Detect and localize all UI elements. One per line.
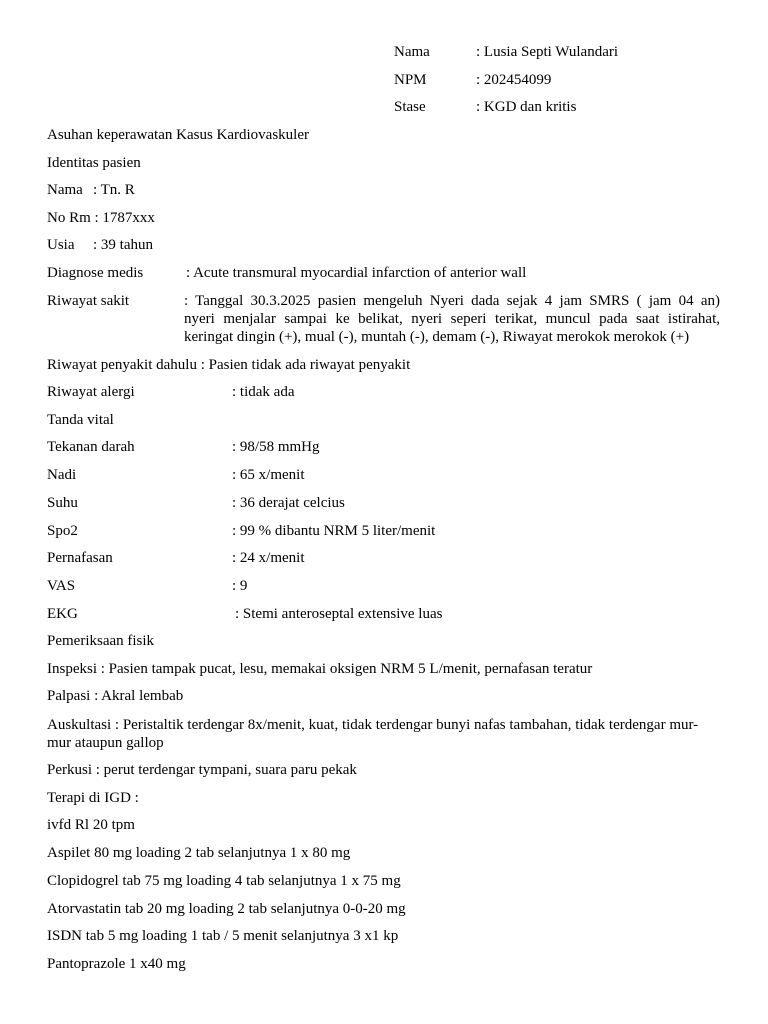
document-title: Asuhan keperawatan Kasus Kardiovaskuler: [47, 127, 309, 143]
vital-label: Nadi: [47, 467, 77, 483]
student-npm-value: : 202454099: [476, 72, 552, 88]
identitas-heading: Identitas pasien: [47, 155, 141, 171]
diagnose-value: : Acute transmural myocardial infarction of anterior wall: [186, 265, 527, 281]
terapi-item: Clopidogrel tab 75 mg loading 4 tab selanjutnya 1 x 75 mg: [47, 873, 401, 889]
riwayat-penyakit-dahulu: Riwayat penyakit dahulu : Pasien tidak ada riwayat penyakit: [47, 357, 411, 373]
patient-name-label: Nama: [47, 182, 83, 198]
patient-age-label: Usia: [47, 237, 75, 253]
vital-value: : 36 derajat celcius: [232, 495, 345, 511]
alergi-value: : tidak ada: [232, 384, 295, 400]
patient-norm: No Rm : 1787xxx: [47, 210, 155, 226]
terapi-item: Aspilet 80 mg loading 2 tab selanjutnya 1 x 80 mg: [47, 845, 351, 861]
terapi-item: Pantoprazole 1 x40 mg: [47, 956, 186, 972]
tanda-vital-heading: Tanda vital: [47, 412, 114, 428]
student-stase-label: Stase: [394, 99, 426, 115]
riwayat-sakit-line-3: keringat dingin (+), mual (-), muntah (-), demam (-), Riwayat merokok merokok (+): [184, 329, 690, 345]
riwayat-sakit-line-2: nyeri menjalar sampai ke belikat, nyeri seperi terikat, muncul pada saat istirahat,: [184, 311, 720, 327]
pemeriksaan-fisik-heading: Pemeriksaan fisik: [47, 633, 155, 649]
alergi-label: Riwayat alergi: [47, 384, 135, 400]
auskultasi-line-2: mur ataupun gallop: [47, 735, 164, 751]
vital-value: : 9: [232, 578, 248, 594]
vital-value: : 65 x/menit: [232, 467, 305, 483]
student-stase-value: : KGD dan kritis: [476, 99, 577, 115]
riwayat-sakit-line-1: : Tanggal 30.3.2025 pasien mengeluh Nyeri dada sejak 4 jam SMRS ( jam 04 an): [184, 293, 720, 309]
terapi-heading: Terapi di IGD :: [47, 790, 139, 806]
palpasi-text: Palpasi : Akral lembab: [47, 688, 184, 704]
vital-label: Tekanan darah: [47, 439, 135, 455]
student-npm-label: NPM: [394, 72, 427, 88]
diagnose-label: Diagnose medis: [47, 265, 144, 281]
vital-value: : 98/58 mmHg: [232, 439, 320, 455]
vital-value: : 24 x/menit: [232, 550, 305, 566]
vital-label: Suhu: [47, 495, 78, 511]
vital-label: Pernafasan: [47, 550, 113, 566]
vital-label: VAS: [47, 578, 76, 594]
terapi-item: ISDN tab 5 mg loading 1 tab / 5 menit selanjutnya 3 x1 kp: [47, 928, 399, 944]
student-name-value: : Lusia Septi Wulandari: [476, 44, 619, 60]
inspeksi-text: Inspeksi : Pasien tampak pucat, lesu, memakai oksigen NRM 5 L/menit, pernafasan teratur: [47, 661, 593, 677]
riwayat-sakit-label: Riwayat sakit: [47, 293, 130, 309]
vital-label: Spo2: [47, 523, 78, 539]
vital-value: : Stemi anteroseptal extensive luas: [235, 606, 443, 622]
patient-name-value: : Tn. R: [93, 182, 135, 198]
patient-age-value: : 39 tahun: [93, 237, 153, 253]
terapi-item: Atorvastatin tab 20 mg loading 2 tab selanjutnya 0-0-20 mg: [47, 901, 406, 917]
terapi-item: ivfd Rl 20 tpm: [47, 817, 135, 833]
student-name-label: Nama: [394, 44, 430, 60]
vital-label: EKG: [47, 606, 78, 622]
auskultasi-line-1: Auskultasi : Peristaltik terdengar 8x/menit, kuat, tidak terdengar bunyi nafas tambahan, tidak terdengar mur-: [47, 717, 699, 733]
vital-value: : 99 % dibantu NRM 5 liter/menit: [232, 523, 436, 539]
perkusi-text: Perkusi : perut terdengar tympani, suara paru pekak: [47, 762, 357, 778]
